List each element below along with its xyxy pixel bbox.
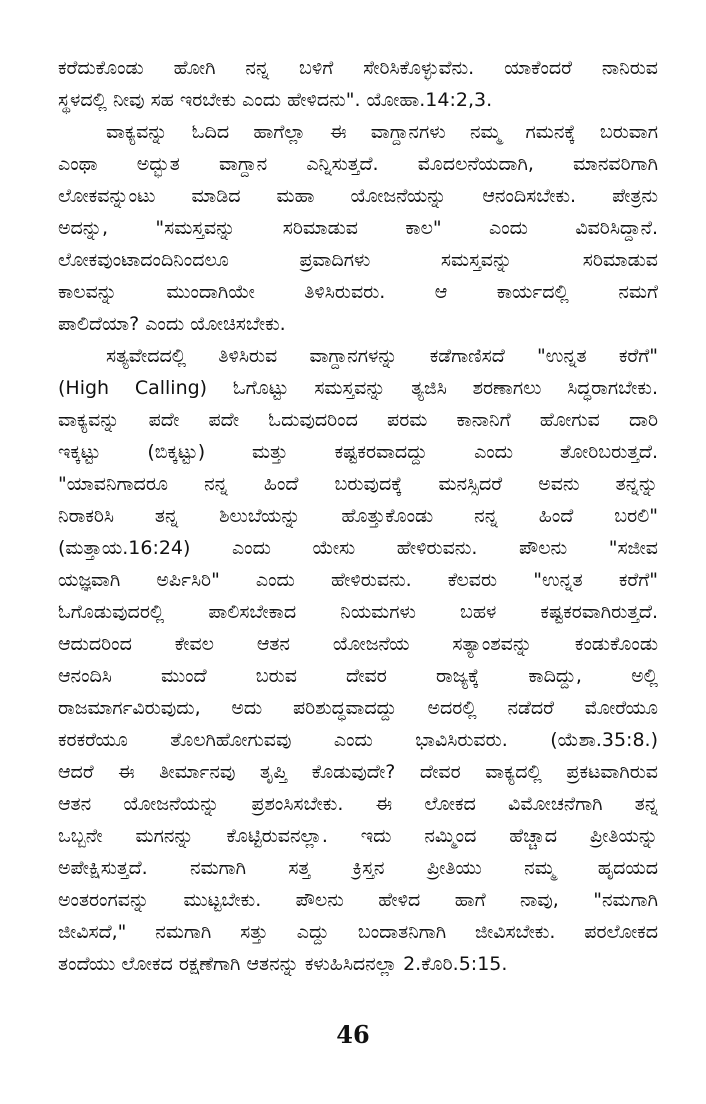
text-line: ತಂದೆಯು ಲೋಕದ ರಕ್ಷಣೆಗಾಗಿ ಆತನನ್ನು ಕಳುಹಿಸಿದನಲ್ಲಾ 2.ಕೊರಿ.5:15. [58,953,508,975]
text-line: ವಾಕ್ಯವನ್ನು ಪದೇ ಪದೇ ಓದುವುದರಿಂದ ಪರಮ ಕಾನಾನಿಗೆ ಹೋಗುವ ದಾರಿ [58,409,658,431]
page-body [58,52,658,980]
text-line: ಆದರೆ ಈ ತೀರ್ಮಾನವು ತೃಪ್ತಿ ಕೊಡುವುದೇ? ದೇವರ ವಾಕ್ಯದಲ್ಲಿ ಪ್ರಕಟವಾಗಿರುವ [58,761,658,783]
text-line: ಪಾಲಿದೆಯಾ? ಎಂದು ಯೋಚಿಸಬೇಕು. [58,313,286,335]
paragraph-2 [58,116,658,340]
text-line: ಅಂತರಂಗವನ್ನು ಮುಟ್ಟಬೇಕು. ಪೌಲನು ಹೇಳಿದ ಹಾಗೆ ನಾವು, "ನಮಗಾಗಿ [58,889,658,911]
text-line: ಅದನ್ನು, "ಸಮಸ್ತವನ್ನು ಸರಿಮಾಡುವ ಕಾಲ" ಎಂದು ವಿವರಿಸಿದ್ದಾನೆ. [58,217,658,239]
text-line: ಆನಂದಿಸಿ ಮುಂದೆ ಬರುವ ದೇವರ ರಾಜ್ಯಕ್ಕೆ ಕಾದಿದ್ದು, ಅಲ್ಲಿ [58,665,658,687]
text-line: ಆತನ ಯೋಜನೆಯನ್ನು ಪ್ರಶಂಸಿಸಬೇಕು. ಈ ಲೋಕದ ವಿಮೋಚನೆಗಾಗಿ ತನ್ನ [58,793,658,815]
text-line: ಯಜ್ಞವಾಗಿ ಅರ್ಪಿಸಿರಿ" ಎಂದು ಹೇಳಿರುವನು. ಕೆಲವರು "ಉನ್ನತ ಕರೆಗೆ" [58,569,658,591]
text-line: (High Calling) ಓಗೊಟ್ಟು ಸಮಸ್ತವನ್ನು ತ್ಯಜಿಸಿ ಶರಣಾಗಲು ಸಿದ್ಧರಾಗಬೇಕು. [58,377,658,399]
text-line: ಓಗೊಡುವುದರಲ್ಲಿ ಪಾಲಿಸಬೇಕಾದ ನಿಯಮಗಳು ಬಹಳ ಕಷ್ಟಕರವಾಗಿರುತ್ತದೆ. [58,601,658,623]
text-line: ಲೋಕವನ್ನುಂಟು ಮಾಡಿದ ಮಹಾ ಯೋಜನೆಯನ್ನು ಆನಂದಿಸಬೇಕು. ಪೇತ್ರನು [58,185,658,207]
text-line: ಕರಕರೆಯೂ ತೊಲಗಿಹೋಗುವವು ಎಂದು ಭಾವಿಸಿರುವರು. (ಯೆಶಾ.35:8.) [58,729,658,751]
text-line: ಕಾಲವನ್ನು ಮುಂದಾಗಿಯೇ ತಿಳಿಸಿರುವರು. ಆ ಕಾರ್ಯದಲ್ಲಿ ನಮಗೆ [58,281,658,303]
text-line: ರಾಜಮಾರ್ಗವಿರುವುದು, ಅದು ಪರಿಶುದ್ಧವಾದದ್ದು ಅದರಲ್ಲಿ ನಡೆದರೆ ಮೋರೆಯೂ [58,697,658,719]
text-line: ಲೋಕವುಂಟಾದಂದಿನಿಂದಲೂ ಪ್ರವಾದಿಗಳು ಸಮಸ್ತವನ್ನು ಸರಿಮಾಡುವ [58,249,658,271]
text-line: ನಿರಾಕರಿಸಿ ತನ್ನ ಶಿಲುಬೆಯನ್ನು ಹೊತ್ತುಕೊಂಡು ನನ್ನ ಹಿಂದೆ ಬರಲಿ" [58,505,658,527]
text-line: ವಾಕ್ಯವನ್ನು ಓದಿದ ಹಾಗೆಲ್ಲಾ ಈ ವಾಗ್ದಾನಗಳು ನಮ್ಮ ಗಮನಕ್ಕೆ ಬರುವಾಗ [106,121,658,143]
paragraph-1 [58,52,658,116]
text-line: "ಯಾವನಿಗಾದರೂ ನನ್ನ ಹಿಂದೆ ಬರುವುದಕ್ಕೆ ಮನಸ್ಸಿದರೆ ಅವನು ತನ್ನನ್ನು [58,473,658,495]
page-number: 46 [336,1020,370,1049]
text-line: ಇಕ್ಕಟ್ಟು (ಬಿಕ್ಕಟ್ಟು) ಮತ್ತು ಕಷ್ಟಕರವಾದದ್ದು ಎಂದು ತೋರಿಬರುತ್ತದೆ. [58,441,658,463]
text-line: (ಮತ್ತಾಯ.16:24) ಎಂದು ಯೇಸು ಹೇಳಿರುವನು. ಪೌಲನು "ಸಜೀವ [58,537,658,559]
text-line: ಸತ್ಯವೇದದಲ್ಲಿ ತಿಳಿಸಿರುವ ವಾಗ್ದಾನಗಳನ್ನು ಕಡೆಗಾಣಿಸದೆ "ಉನ್ನತ ಕರೆಗೆ" [106,345,658,367]
text-line: ಒಬ್ಬನೇ ಮಗನನ್ನು ಕೊಟ್ಟಿರುವನಲ್ಲಾ. ಇದು ನಮ್ಮಿಂದ ಹೆಚ್ಚಾದ ಪ್ರೀತಿಯನ್ನು [58,825,658,847]
text-line: ಆದುದರಿಂದ ಕೇವಲ ಆತನ ಯೋಜನೆಯ ಸತ್ಯಾಂಶವನ್ನು ಕಂಡುಕೊಂಡು [58,633,658,655]
text-line: ಸ್ಥಳದಲ್ಲಿ ನೀವು ಸಹ ಇರಬೇಕು ಎಂದು ಹೇಳಿದನು". ಯೋಹಾ.14:2,3. [58,89,493,111]
text-line: ಅಪೇಕ್ಷಿಸುತ್ತದೆ. ನಮಗಾಗಿ ಸತ್ತ ಕ್ರಿಸ್ತನ ಪ್ರೀತಿಯು ನಮ್ಮ ಹೃದಯದ [58,857,658,879]
paragraph-3 [58,340,658,980]
text-line: ಎಂಥಾ ಅದ್ಭುತ ವಾಗ್ದಾನ ಎನ್ನಿಸುತ್ತದೆ. ಮೊದಲನೆಯದಾಗಿ, ಮಾನವರಿಗಾಗಿ [58,153,658,175]
text-line: ಜೀವಿಸದೆ," ನಮಗಾಗಿ ಸತ್ತು ಎದ್ದು ಬಂದಾತನಿಗಾಗಿ ಜೀವಿಸಬೇಕು. ಪರಲೋಕದ [58,921,658,943]
text-line: ಕರೆದುಕೊಂಡು ಹೋಗಿ ನನ್ನ ಬಳಿಗೆ ಸೇರಿಸಿಕೊಳ್ಳುವೆನು. ಯಾಕೆಂದರೆ ನಾನಿರುವ [58,57,658,79]
